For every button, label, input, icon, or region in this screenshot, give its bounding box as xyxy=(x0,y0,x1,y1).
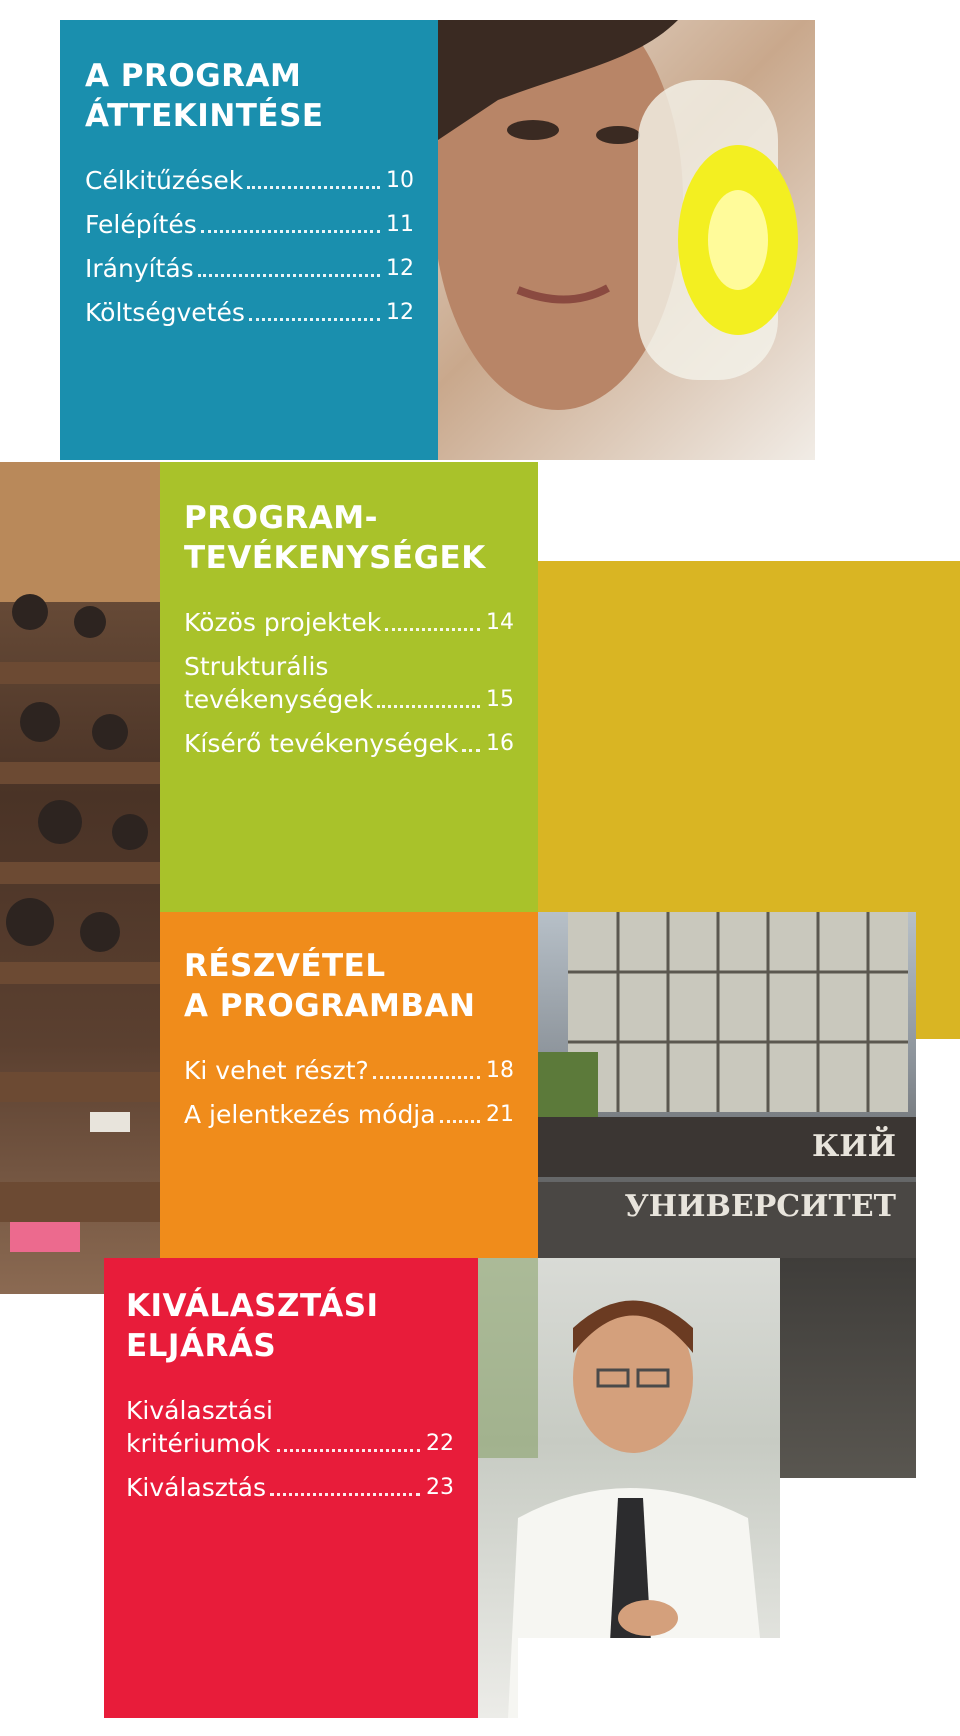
photo-university-building xyxy=(538,912,916,1258)
toc-page-number: 10 xyxy=(386,168,414,193)
dot-leader xyxy=(201,230,380,233)
dot-leader xyxy=(462,749,480,752)
dot-leader xyxy=(247,186,380,189)
section-selection-procedure xyxy=(104,1258,478,1718)
toc-item[interactable] xyxy=(184,606,514,639)
section-program-activities xyxy=(160,462,538,912)
toc-item[interactable] xyxy=(184,1098,514,1131)
photo-lecture-hall xyxy=(0,462,160,1294)
section-title: A PROGRAM ÁTTEKINTÉSE xyxy=(85,58,324,134)
dot-leader xyxy=(373,1076,480,1079)
toc-label: Kísérő tevékenységek xyxy=(184,729,459,758)
photo-scientist xyxy=(438,20,815,460)
toc-label: Közös projektek xyxy=(184,608,382,637)
dot-leader xyxy=(277,1449,420,1452)
dot-leader xyxy=(198,274,380,277)
dot-leader xyxy=(249,318,380,321)
toc-item[interactable] xyxy=(184,650,514,716)
section-program-overview xyxy=(60,20,438,460)
building-sign-text: КИЙ УНИВЕРСИТЕТ xyxy=(538,1117,916,1177)
dot-leader xyxy=(385,628,480,631)
toc-page-number: 12 xyxy=(386,256,414,281)
toc-item[interactable] xyxy=(85,252,414,285)
toc-item[interactable] xyxy=(85,164,414,197)
toc-item[interactable] xyxy=(85,296,414,329)
toc-page-number: 12 xyxy=(386,300,414,325)
toc-page-number: 11 xyxy=(386,212,414,237)
toc-list xyxy=(85,164,414,329)
toc-label: Ki vehet részt? xyxy=(184,1056,369,1085)
toc-label: A jelentkezés módja xyxy=(184,1100,436,1129)
toc-list xyxy=(184,1054,514,1131)
toc-item[interactable] xyxy=(126,1471,454,1504)
photo-man-writing xyxy=(478,1258,780,1718)
toc-item[interactable] xyxy=(184,1054,514,1087)
toc-list xyxy=(184,606,514,760)
toc-label: Irányítás xyxy=(85,254,194,283)
toc-page-number: 16 xyxy=(486,731,514,756)
toc-page-number: 21 xyxy=(486,1102,514,1127)
photo-building-extension xyxy=(780,1258,916,1478)
toc-label: Célkitűzések xyxy=(85,166,244,195)
toc-label: Kiválasztási kritériumok xyxy=(126,1396,273,1458)
dot-leader xyxy=(440,1120,480,1123)
dot-leader xyxy=(377,705,480,708)
toc-item[interactable] xyxy=(126,1394,454,1460)
man-writing-illustration xyxy=(478,1258,780,1718)
toc-page-number: 15 xyxy=(486,687,514,712)
scientist-illustration xyxy=(438,20,815,460)
toc-page-number: 23 xyxy=(426,1475,454,1500)
toc-item[interactable] xyxy=(184,727,514,760)
toc-page-number: 14 xyxy=(486,610,514,635)
toc-label: Strukturális tevékenységek xyxy=(184,652,374,714)
section-participation xyxy=(160,912,538,1258)
toc-item[interactable] xyxy=(85,208,414,241)
toc-list xyxy=(126,1394,454,1504)
section-title: PROGRAM- TEVÉKENYSÉGEK xyxy=(184,500,486,576)
dot-leader xyxy=(270,1493,420,1496)
toc-label: Kiválasztás xyxy=(126,1473,267,1502)
toc-page-number: 18 xyxy=(486,1058,514,1083)
toc-label: Felépítés xyxy=(85,210,197,239)
toc-label: Költségvetés xyxy=(85,298,245,327)
section-title: KIVÁLASZTÁSI ELJÁRÁS xyxy=(126,1288,379,1364)
toc-page-number: 22 xyxy=(426,1431,454,1456)
section-title: RÉSZVÉTEL A PROGRAMBAN xyxy=(184,948,476,1024)
lecture-hall-illustration xyxy=(0,462,160,1294)
